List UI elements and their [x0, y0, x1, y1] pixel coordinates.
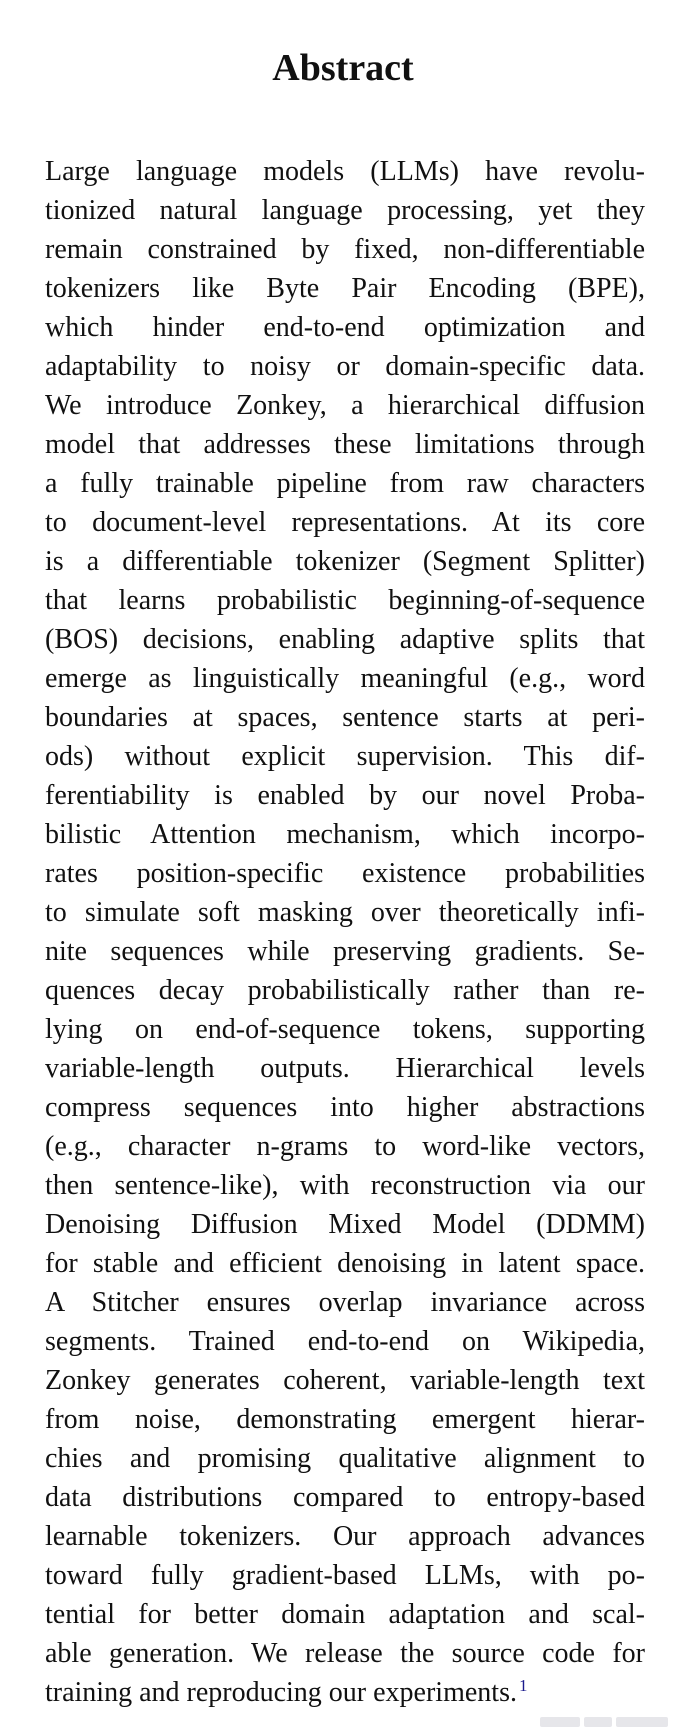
abstract-line: is a differentiable tokenizer (Segment Splitter): [45, 546, 645, 577]
abstract-line: tionized natural language processing, yet they: [45, 195, 645, 226]
abstract-line: model that addresses these limitations through: [45, 429, 645, 460]
abstract-line: Denoising Diffusion Mixed Model (DDMM): [45, 1209, 645, 1240]
abstract-line: data distributions compared to entropy-based: [45, 1482, 645, 1513]
abstract-line: compress sequences into higher abstractions: [45, 1092, 645, 1123]
abstract-line: toward fully gradient-based LLMs, with po-: [45, 1560, 645, 1591]
abstract-last-line: [45, 1673, 645, 1712]
abstract-line: ferentiability is enabled by our novel Proba-: [45, 780, 645, 811]
abstract-line: Large language models (LLMs) have revolu-: [45, 156, 645, 187]
abstract-line: tential for better domain adaptation and scal-: [45, 1599, 645, 1630]
abstract-line: segments. Trained end-to-end on Wikipedia,: [45, 1326, 645, 1357]
abstract-line: from noise, demonstrating emergent hierar-: [45, 1404, 645, 1435]
abstract-line: boundaries at spaces, sentence starts at peri-: [45, 702, 645, 733]
footnote-marker-link[interactable]: 1: [518, 1675, 528, 1695]
abstract-heading: Abstract: [272, 47, 414, 89]
abstract-line: to simulate soft masking over theoretically infi-: [45, 897, 645, 928]
abstract-line: to document-level representations. At its core: [45, 507, 645, 538]
abstract-line: learnable tokenizers. Our approach advances: [45, 1521, 645, 1552]
abstract-line: remain constrained by fixed, non-differentiable: [45, 234, 645, 265]
abstract-line: tokenizers like Byte Pair Encoding (BPE),: [45, 273, 645, 304]
abstract-line: bilistic Attention mechanism, which incorpo-: [45, 819, 645, 850]
abstract-line: variable-length outputs. Hierarchical levels: [45, 1053, 645, 1084]
abstract-line: emerge as linguistically meaningful (e.g., word: [45, 663, 645, 694]
abstract-line: nite sequences while preserving gradients. Se-: [45, 936, 645, 967]
abstract-line: Zonkey generates coherent, variable-length text: [45, 1365, 645, 1396]
abstract-line: lying on end-of-sequence tokens, supporting: [45, 1014, 645, 1045]
abstract-line: quences decay probabilistically rather than re-: [45, 975, 645, 1006]
watermark-decoration: [540, 1714, 680, 1728]
abstract-line: (BOS) decisions, enabling adaptive splits that: [45, 624, 645, 655]
abstract-line: We introduce Zonkey, a hierarchical diffusion: [45, 390, 645, 421]
abstract-line: which hinder end-to-end optimization and: [45, 312, 645, 343]
abstract-line: adaptability to noisy or domain-specific data.: [45, 351, 645, 382]
abstract-line: ods) without explicit supervision. This dif-: [45, 741, 645, 772]
abstract-line: for stable and efficient denoising in latent space.: [45, 1248, 645, 1279]
abstract-line: rates position-specific existence probabilities: [45, 858, 645, 889]
abstract-line: (e.g., character n-grams to word-like vectors,: [45, 1131, 645, 1162]
abstract-line: then sentence-like), with reconstruction via our: [45, 1170, 645, 1201]
abstract-line: chies and promising qualitative alignment to: [45, 1443, 645, 1474]
abstract-line: training and reproducing our experiments.: [45, 1677, 517, 1708]
abstract-line: that learns probabilistic beginning-of-sequence: [45, 585, 645, 616]
abstract-line: able generation. We release the source code for: [45, 1638, 645, 1669]
abstract-line: a fully trainable pipeline from raw characters: [45, 468, 645, 499]
abstract-body: [45, 152, 645, 1712]
abstract-line: A Stitcher ensures overlap invariance across: [45, 1287, 645, 1318]
